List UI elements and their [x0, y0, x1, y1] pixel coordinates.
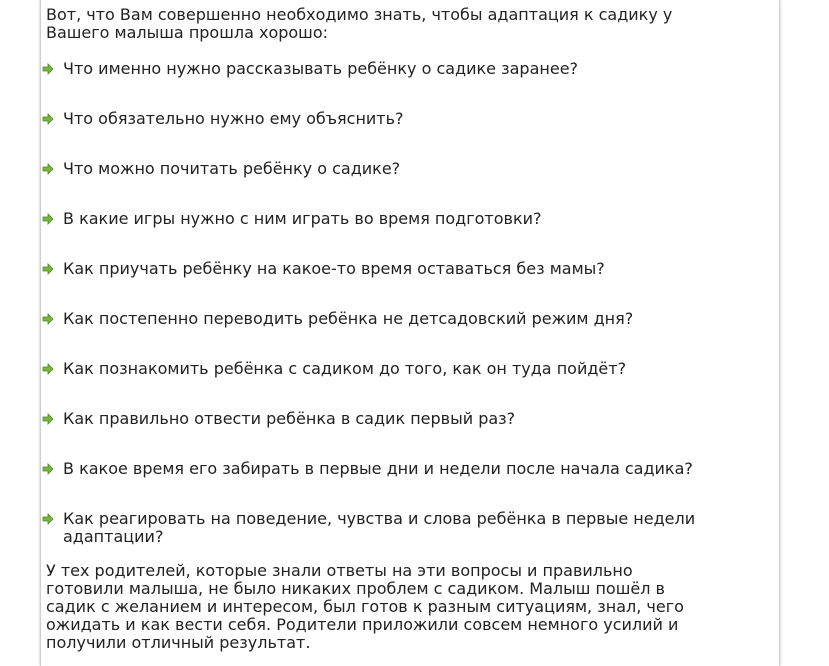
list-item-text: Как постепенно переводить ребёнка не детсадовский режим дня?	[63, 309, 634, 328]
list-item-text: Как реагировать на поведение, чувства и слова ребёнка в первые недели адаптации?	[63, 509, 696, 546]
list-item-text: Как познакомить ребёнка с садиком до того, как он туда пойдёт?	[63, 359, 627, 378]
green-arrow-bullet-icon	[42, 63, 54, 75]
list-item	[42, 410, 722, 460]
list-item	[42, 310, 722, 360]
list-item-text: Что обязательно нужно ему объяснить?	[63, 109, 404, 128]
list-item	[42, 260, 722, 310]
list-item	[42, 460, 722, 510]
green-arrow-bullet-icon	[42, 163, 54, 175]
list-item-text: Как приучать ребёнку на какое-то время оставаться без мамы?	[63, 259, 605, 278]
intro-paragraph: Вот, что Вам совершенно необходимо знать, чтобы адаптация к садику у Вашего малыша прошла хорошо:	[46, 5, 673, 42]
green-arrow-bullet-icon	[42, 513, 54, 525]
green-arrow-bullet-icon	[42, 113, 54, 125]
list-item-text: В какие игры нужно с ним играть во время подготовки?	[63, 209, 542, 228]
green-arrow-bullet-icon	[42, 313, 54, 325]
list-item	[42, 160, 722, 210]
green-arrow-bullet-icon	[42, 463, 54, 475]
green-arrow-bullet-icon	[42, 413, 54, 425]
question-list	[42, 60, 722, 560]
list-item-text: В какое время его забирать в первые дни и недели после начала садика?	[63, 459, 693, 478]
green-arrow-bullet-icon	[42, 213, 54, 225]
list-item	[42, 510, 722, 560]
outro-paragraph: У тех родителей, которые знали ответы на эти вопросы и правильно готовили малыша, не было никаких проблем с садиком. Малыш пошёл в садик с желанием и интересом, был готов к разным ситуациям, знал, чего ожидать и как вести себя. Родители приложили совсем немного усилий и получили отличный результат.	[46, 561, 684, 652]
green-arrow-bullet-icon	[42, 263, 54, 275]
list-item	[42, 110, 722, 160]
list-item-text: Как правильно отвести ребёнка в садик первый раз?	[63, 409, 516, 428]
list-item-text: Что именно нужно рассказывать ребёнку о садике заранее?	[63, 59, 579, 78]
list-item	[42, 360, 722, 410]
list-item-text: Что можно почитать ребёнку о садике?	[63, 159, 401, 178]
list-item	[42, 60, 722, 110]
green-arrow-bullet-icon	[42, 363, 54, 375]
list-item	[42, 210, 722, 260]
